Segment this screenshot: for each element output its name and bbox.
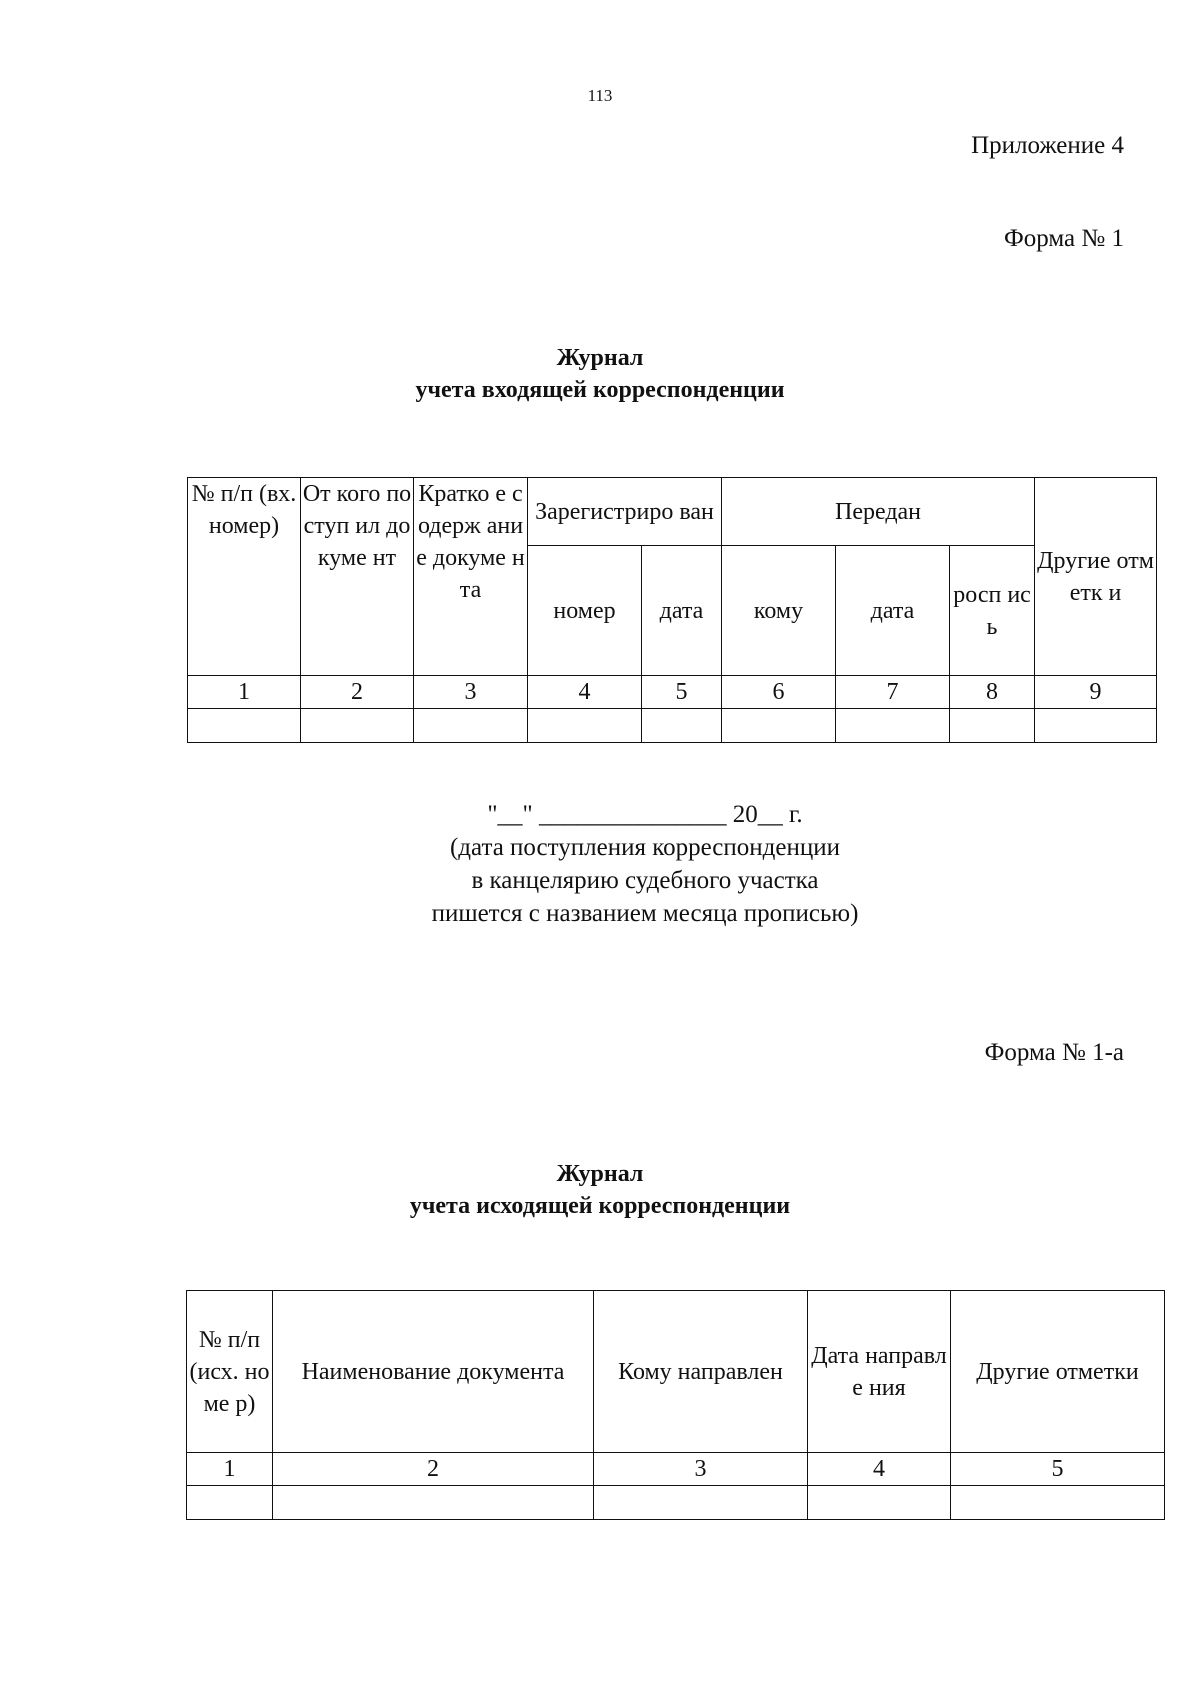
date-note-line-1: (дата поступления корреспонденции [449,834,840,861]
empty-cell [414,709,528,743]
column-number: 8 [950,676,1035,709]
table-row [187,1486,1165,1520]
header-recipient: Кому направлен [594,1291,808,1453]
column-number: 3 [594,1453,808,1486]
column-number: 3 [414,676,528,709]
column-number: 4 [528,676,642,709]
date-receipt-block [0,798,1200,930]
column-number: 7 [836,676,950,709]
date-note-line-3: пишется с названием месяца прописью) [431,900,859,927]
date-blank: "__" _______________ 20__ г. [487,801,803,828]
page-number: 113 [587,86,613,105]
header-to-whom: кому [722,546,836,676]
empty-cell [594,1486,808,1520]
journal-subtitle: учета входящей корреспонденции [415,377,785,403]
header-transferred: Передан [722,478,1035,546]
header-number: № п/п (вх. номер) [188,478,301,676]
column-number: 5 [951,1453,1165,1486]
form-1-label: Форма № 1 [1004,225,1124,252]
empty-cell [188,709,301,743]
table-row [188,709,1157,743]
journal-subtitle: учета исходящей корреспонденции [409,1193,791,1219]
journal-title: Журнал [556,1161,644,1187]
date-note-line-2: в канцелярию судебного участка [471,867,819,894]
column-number: 2 [273,1453,594,1486]
empty-cell [528,709,642,743]
header-document-name: Наименование документа [273,1291,594,1453]
header-number: № п/п (исх. номе р) [187,1291,273,1453]
header-signature: росп ись [950,546,1035,676]
column-number: 5 [642,676,722,709]
column-number: 2 [301,676,414,709]
header-reg-number: номер [528,546,642,676]
column-number: 6 [722,676,836,709]
empty-cell [722,709,836,743]
empty-cell [187,1486,273,1520]
empty-cell [301,709,414,743]
header-registered: Зарегистриро ван [528,478,722,546]
empty-cell [808,1486,951,1520]
empty-cell [836,709,950,743]
form-1a-label: Форма № 1-а [984,1039,1124,1066]
incoming-correspondence-table [187,477,1157,743]
column-number: 9 [1035,676,1157,709]
header-transfer-date: дата [836,546,950,676]
header-reg-date: дата [642,546,722,676]
empty-cell [951,1486,1165,1520]
header-send-date: Дата направле ния [808,1291,951,1453]
journal-title: Журнал [556,345,644,371]
empty-cell [642,709,722,743]
header-other: Другие отметки [951,1291,1165,1453]
empty-cell [1035,709,1157,743]
empty-cell [950,709,1035,743]
header-other: Другие отметк и [1035,478,1157,676]
header-summary: Кратко е содерж ание докуме нта [414,478,528,676]
column-number: 4 [808,1453,951,1486]
empty-cell [273,1486,594,1520]
column-number: 1 [188,676,301,709]
header-from: От кого поступ ил докуме нт [301,478,414,676]
incoming-journal-title [0,342,1200,406]
outgoing-journal-title [0,1158,1200,1222]
column-number: 1 [187,1453,273,1486]
outgoing-correspondence-table [186,1290,1165,1520]
appendix-label: Приложение 4 [971,132,1124,159]
